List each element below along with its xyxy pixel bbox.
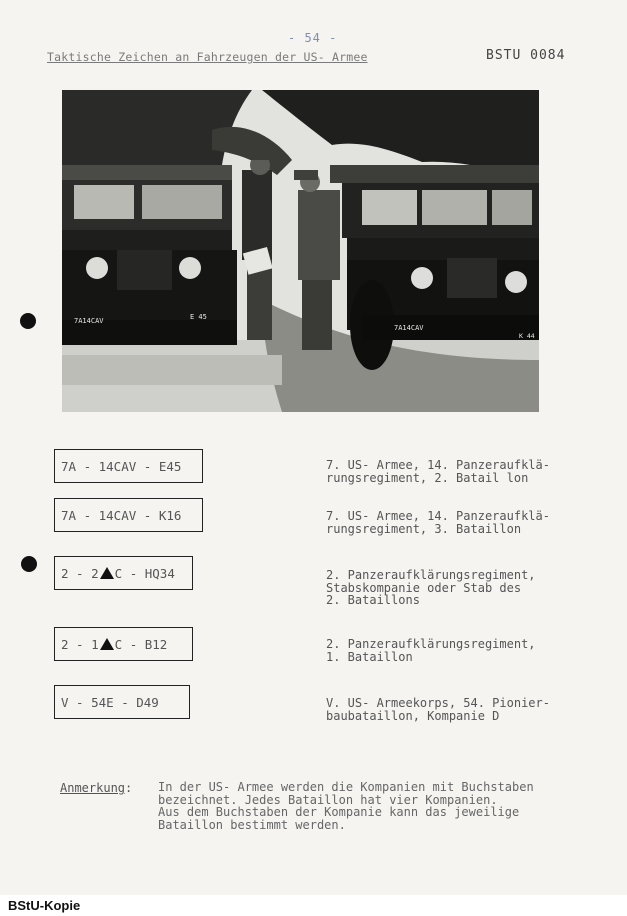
plate-text-suffix: C - B12 <box>114 636 168 652</box>
photo-plate-left: 7A14CAV <box>74 317 104 325</box>
photo-plate-right-code: K 44 <box>519 332 535 340</box>
tactical-sign-plate <box>54 498 203 532</box>
tactical-sign-description: 2. Panzeraufklärungsregiment, 1. Bataillon <box>326 637 536 664</box>
note-colon: : <box>125 781 133 795</box>
vehicle-photo <box>62 90 539 412</box>
triangle-icon <box>100 567 114 579</box>
tactical-sign-description: 2. Panzeraufklärungsregiment, Stabskompanie oder Stab des 2. Bataillons <box>326 568 536 607</box>
page-title: Taktische Zeichen an Fahrzeugen der US- Armee <box>47 50 368 64</box>
plate-text-suffix: C - HQ34 <box>114 565 175 581</box>
tactical-sign-description: 7. US- Armee, 14. Panzeraufklä- rungsregiment, 2. Batail lon <box>326 458 550 485</box>
note-text: In der US- Armee werden die Kompanien mit Buchstaben bezeichnet. Jedes Bataillon hat vier Kompanien. Aus dem Buchstaben der Kompanie kann das jeweilige Bataillon bestimmt werden. <box>158 780 534 832</box>
punch-hole <box>20 313 36 329</box>
plate-text: 7A - 14CAV - K16 <box>61 507 182 523</box>
note-label-text: Anmerkung <box>60 781 126 795</box>
punch-hole <box>21 556 37 572</box>
tactical-sign-plate <box>54 627 193 661</box>
plate-text-prefix: 2 - 1 <box>61 636 99 652</box>
note-label <box>60 781 132 795</box>
archive-stamp: BSTU 0084 <box>486 48 566 63</box>
footer-label: BStU-Kopie <box>8 898 81 913</box>
tactical-sign-description: V. US- Armeekorps, 54. Pionier- baubataillon, Kompanie D <box>326 696 550 723</box>
plate-text-prefix: 2 - 2 <box>61 565 99 581</box>
triangle-icon <box>100 638 114 650</box>
plate-text: 7A - 14CAV - E45 <box>61 458 182 474</box>
tactical-sign-plate <box>54 449 203 483</box>
photo-plate-right: 7A14CAV <box>394 324 424 332</box>
plate-text: V - 54E - D49 <box>61 694 159 710</box>
page-number: - 54 - <box>288 31 338 45</box>
photo-plate-left-code: E 45 <box>190 313 207 321</box>
tactical-sign-plate <box>54 556 193 590</box>
tactical-sign-plate <box>54 685 190 719</box>
tactical-sign-description: 7. US- Armee, 14. Panzeraufklä- rungsregiment, 3. Bataillon <box>326 509 550 536</box>
